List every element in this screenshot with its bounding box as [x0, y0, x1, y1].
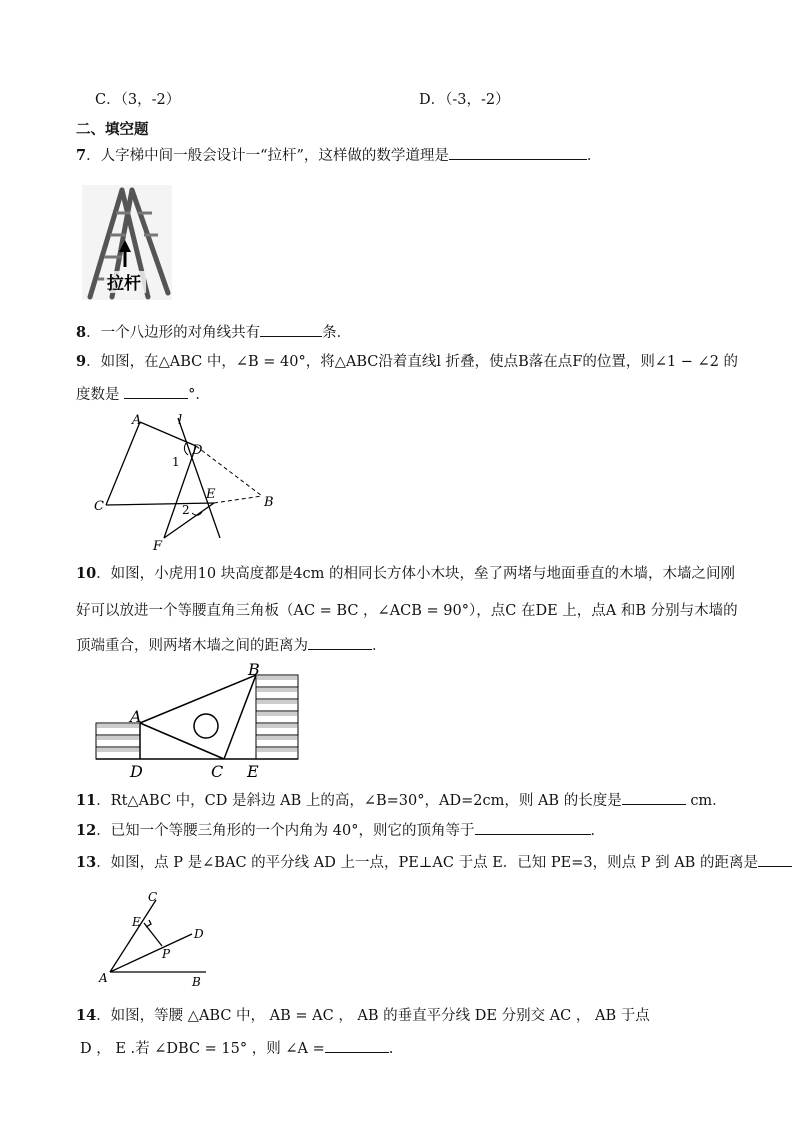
question-10-line-3 [76, 635, 387, 656]
question-10-line-1 [76, 564, 735, 584]
question-13 [76, 852, 792, 873]
figure-q9-folded-triangle [90, 410, 290, 555]
question-text: 顶端重合，则两堵木墙之间的距离为 [76, 638, 308, 654]
label-A: A [132, 413, 142, 428]
question-text: 好可以放进一个等腰直角三角板（AC = BC ，∠ACB = 90°），点C 在DE 上，点A 和B 分别与木墙的 [76, 603, 738, 619]
answer-blank[interactable] [449, 145, 587, 160]
question-end: cm． [690, 793, 727, 809]
label-P: P [162, 947, 171, 961]
label-A: A [99, 971, 108, 985]
answer-blank[interactable] [124, 384, 188, 399]
question-number: 7 [76, 147, 87, 164]
question-number: 9 [76, 353, 87, 370]
question-text: ．人字梯中间一般会设计一“拉杆”，这样做的数学道理是 [86, 148, 449, 164]
label-B: B [264, 495, 274, 510]
question-end: °． [188, 387, 210, 403]
question-14-line-2 [80, 1038, 393, 1059]
answer-blank[interactable] [325, 1038, 389, 1053]
choice-d: D．（-3，-2） [419, 92, 510, 108]
question-number: 8 [76, 324, 87, 341]
question-10-line-2 [76, 601, 738, 621]
question-text: ．如图，点 P 是∠BAC 的平分线 AD 上一点，PE⊥AC 于点 E．已知 PE=3，则点 P 到 AB 的距离是 [96, 855, 758, 871]
label-l: l [178, 413, 183, 428]
label-D: D [192, 443, 203, 458]
figure-q10-wood-walls [90, 660, 305, 782]
figure-q13-angle-bisector [96, 888, 216, 988]
question-9-line-2 [76, 384, 210, 405]
label-C: C [148, 890, 158, 904]
question-14-line-1 [76, 1006, 650, 1026]
label-angle-2: 2 [182, 503, 190, 517]
question-text: ．如图，在△ABC 中，∠B = 40°，将△ABC沿着直线l 折叠，使点B落在点F的位置，则∠1 − ∠2 的 [86, 354, 739, 370]
choice-c: C．（3，-2） [95, 92, 181, 108]
section-title: 二、填空题 [76, 122, 149, 138]
answer-blank[interactable] [475, 820, 591, 835]
label-B: B [248, 660, 260, 679]
answer-blank[interactable] [308, 635, 372, 650]
question-number: 14 [76, 1007, 97, 1024]
label-D: D [194, 927, 204, 941]
label-F: F [153, 539, 163, 554]
label-E: E [247, 762, 259, 781]
question-text: ．如图，等腰 △ABC 中， AB = AC ， AB 的垂直平分线 DE 分别交 AC ， AB 于点 [96, 1008, 650, 1024]
label-C: C [94, 499, 104, 514]
label-E: E [132, 915, 141, 929]
ladder-illustration [82, 185, 172, 300]
answer-blank[interactable] [622, 790, 686, 805]
label-E: E [206, 487, 216, 502]
ladder-label: 拉杆 [107, 274, 141, 294]
label-angle-1: 1 [172, 455, 180, 469]
question-text: ．如图，小虎用10 块高度都是4cm 的相同长方体小木块，垒了两堵与地面垂直的木墙，木墙之间刚 [96, 566, 735, 582]
label-D: D [130, 762, 143, 781]
question-text: D ， E .若 ∠DBC = 15° ，则 ∠A = [80, 1041, 325, 1057]
question-number: 10 [76, 565, 97, 582]
question-number: 11 [76, 792, 97, 809]
question-9-line-1 [76, 352, 738, 372]
question-12 [76, 820, 605, 841]
question-number: 13 [76, 854, 97, 871]
question-end: . [388, 1041, 394, 1057]
label-C: C [211, 762, 224, 781]
question-end: ． [372, 638, 387, 654]
question-text: ．已知一个等腰三角形的一个内角为 40°，则它的顶角等于 [96, 823, 475, 839]
question-end: ． [590, 823, 605, 839]
question-text: 度数是 [76, 387, 120, 403]
label-A: A [130, 707, 142, 726]
question-7 [76, 145, 601, 166]
question-text: ．Rt△ABC 中，CD 是斜边 AB 上的高，∠B=30°，AD=2cm，则 AB 的长度是 [96, 793, 622, 809]
question-8 [76, 322, 351, 343]
question-text: ．一个八边形的对角线共有 [86, 325, 261, 341]
question-11 [76, 790, 727, 811]
answer-blank[interactable] [260, 322, 322, 337]
label-B: B [192, 975, 201, 989]
question-end: 条． [322, 325, 352, 341]
answer-blank[interactable] [758, 852, 792, 867]
question-end: ． [586, 148, 602, 164]
question-number: 12 [76, 822, 97, 839]
